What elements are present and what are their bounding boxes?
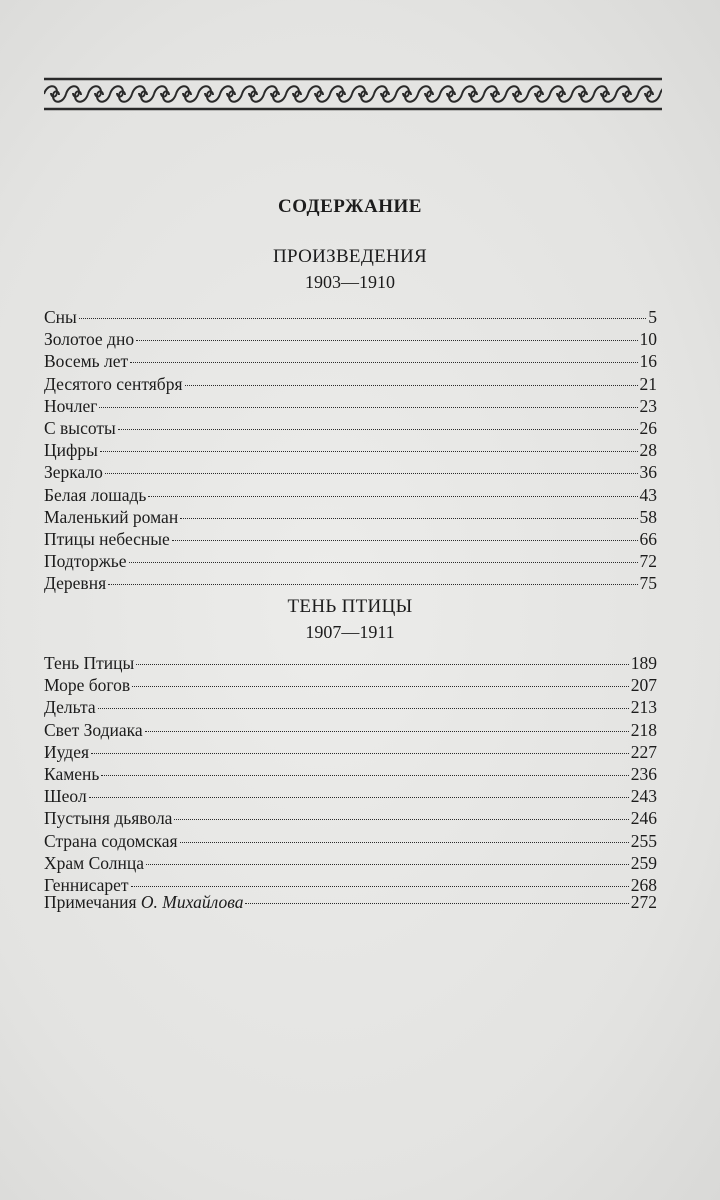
toc-entry[interactable]	[44, 652, 657, 674]
toc-entry[interactable]	[44, 461, 657, 483]
toc-entry[interactable]	[44, 719, 657, 741]
toc-entry-page: 5	[648, 307, 657, 327]
toc-entry-page: 207	[630, 675, 657, 696]
toc-entry-title: Цифры	[44, 440, 98, 461]
toc-entry-page: 255	[630, 830, 657, 851]
dot-leader	[101, 775, 628, 776]
decorative-ornament-band	[44, 76, 662, 112]
toc-entry[interactable]	[44, 830, 657, 852]
dot-leader	[100, 451, 638, 452]
toc-entry-title	[44, 891, 243, 913]
dot-leader	[245, 903, 628, 904]
toc-entry-title: Шеол	[44, 786, 87, 807]
dot-leader	[180, 518, 637, 519]
notes-label: Примечания	[44, 892, 137, 912]
section-years-proizvedeniya: 1903—1910	[305, 272, 395, 292]
toc-entry-page: 28	[639, 440, 657, 461]
dot-leader	[118, 429, 638, 430]
dot-leader	[98, 708, 629, 709]
toc-entry-title: Птицы небесные	[44, 528, 170, 549]
toc-entry-title: Зеркало	[44, 462, 103, 483]
toc-entry[interactable]	[44, 506, 657, 528]
dot-leader	[136, 340, 637, 341]
toc-entry-title: Ночлег	[44, 395, 98, 416]
toc-entry[interactable]	[44, 696, 657, 718]
toc-entry-page: 189	[630, 653, 657, 673]
toc-entry-page: 213	[630, 697, 657, 718]
toc-entry-title: Подторжье	[44, 551, 127, 572]
contents-title: СОДЕРЖАНИЕ	[278, 196, 422, 217]
notes-author: О. Михайлова	[140, 892, 244, 912]
toc-entry[interactable]	[44, 807, 657, 829]
toc-entry-page: 259	[630, 852, 657, 873]
toc-entry-page: 36	[639, 462, 657, 483]
toc-entry-page: 26	[639, 417, 657, 438]
toc-entry-title: Маленький роман	[44, 506, 179, 527]
dot-leader	[99, 407, 637, 408]
toc-entry-title: Геннисарет	[44, 874, 129, 895]
section-title-proizvedeniya: ПРОИЗВЕДЕНИЯ	[272, 246, 428, 267]
toc-entry[interactable]	[44, 785, 657, 807]
dot-leader	[174, 819, 628, 820]
toc-entry-page: 66	[639, 528, 657, 549]
dot-leader	[105, 473, 638, 474]
dot-leader	[108, 584, 637, 585]
dot-leader	[79, 318, 646, 319]
toc-entry-title: Золотое дно	[44, 329, 135, 350]
toc-entry-page: 43	[639, 484, 657, 505]
toc-entry-title: Десятого сентября	[44, 373, 183, 394]
toc-entry[interactable]	[44, 328, 657, 350]
toc-entry[interactable]	[44, 373, 657, 395]
toc-entry-notes[interactable]	[44, 891, 657, 913]
dot-leader	[131, 886, 629, 887]
dot-leader	[130, 362, 637, 363]
toc-entry[interactable]	[44, 395, 657, 417]
toc-entry-title: Дельта	[44, 697, 96, 718]
toc-entry-page: 246	[630, 808, 657, 829]
toc-entry-page: 227	[630, 741, 657, 762]
dot-leader	[136, 664, 628, 665]
toc-entry-title: Храм Солнца	[44, 852, 145, 873]
dot-leader	[145, 731, 629, 732]
toc-entry-title: Сны	[44, 307, 77, 327]
toc-entry-title: Белая лошадь	[44, 484, 147, 505]
toc-entry-page: 218	[630, 719, 657, 740]
toc-entry-title: С высоты	[44, 417, 116, 438]
toc-entry-page: 272	[630, 892, 657, 912]
dot-leader	[129, 562, 638, 563]
toc-entry[interactable]	[44, 350, 657, 372]
toc-entry-page: 58	[639, 506, 657, 527]
toc-entry-title: Пустыня дьявола	[44, 808, 173, 829]
toc-entry[interactable]	[44, 852, 657, 874]
toc-entry-title: Камень	[44, 763, 100, 784]
toc-entry-title: Тень Птицы	[44, 653, 135, 673]
toc-entry[interactable]	[44, 572, 657, 594]
toc-entry-page: 268	[630, 874, 657, 895]
toc-entry[interactable]	[44, 550, 657, 572]
section-title-ten-ptitsy: ТЕНЬ ПТИЦЫ	[287, 596, 413, 617]
toc-entry-title: Иудея	[44, 741, 90, 762]
toc-entry-page: 75	[639, 573, 657, 594]
toc-entry-title: Свет Зодиака	[44, 719, 143, 740]
section-years-ten-ptitsy: 1907—1911	[305, 622, 395, 642]
toc-entry[interactable]	[44, 439, 657, 461]
dot-leader	[172, 540, 638, 541]
toc-entry-title: Деревня	[44, 573, 107, 594]
toc-entry-page: 236	[630, 763, 657, 784]
toc-entry-title: Восемь лет	[44, 351, 129, 372]
toc-notes	[44, 891, 657, 913]
toc-entry-page: 16	[639, 351, 657, 372]
toc-entry-page: 10	[639, 329, 657, 350]
toc-entry[interactable]	[44, 674, 657, 696]
dot-leader	[146, 864, 629, 865]
toc-entry[interactable]	[44, 417, 657, 439]
toc-entry[interactable]	[44, 763, 657, 785]
toc-list-ten-ptitsy	[44, 652, 657, 896]
toc-list-proizvedeniya	[44, 306, 657, 594]
toc-entry[interactable]	[44, 484, 657, 506]
dot-leader	[180, 842, 629, 843]
toc-entry-page: 72	[639, 551, 657, 572]
toc-entry-page: 23	[639, 395, 657, 416]
toc-entry-page: 21	[639, 373, 657, 394]
dot-leader	[132, 686, 629, 687]
dot-leader	[91, 753, 629, 754]
toc-entry-title: Море богов	[44, 675, 131, 696]
dot-leader	[148, 496, 637, 497]
dot-leader	[89, 797, 629, 798]
toc-entry[interactable]	[44, 306, 657, 328]
toc-entry[interactable]	[44, 741, 657, 763]
dot-leader	[185, 385, 638, 386]
toc-entry[interactable]	[44, 528, 657, 550]
toc-entry-page: 243	[630, 786, 657, 807]
toc-entry-title: Страна содомская	[44, 830, 178, 851]
